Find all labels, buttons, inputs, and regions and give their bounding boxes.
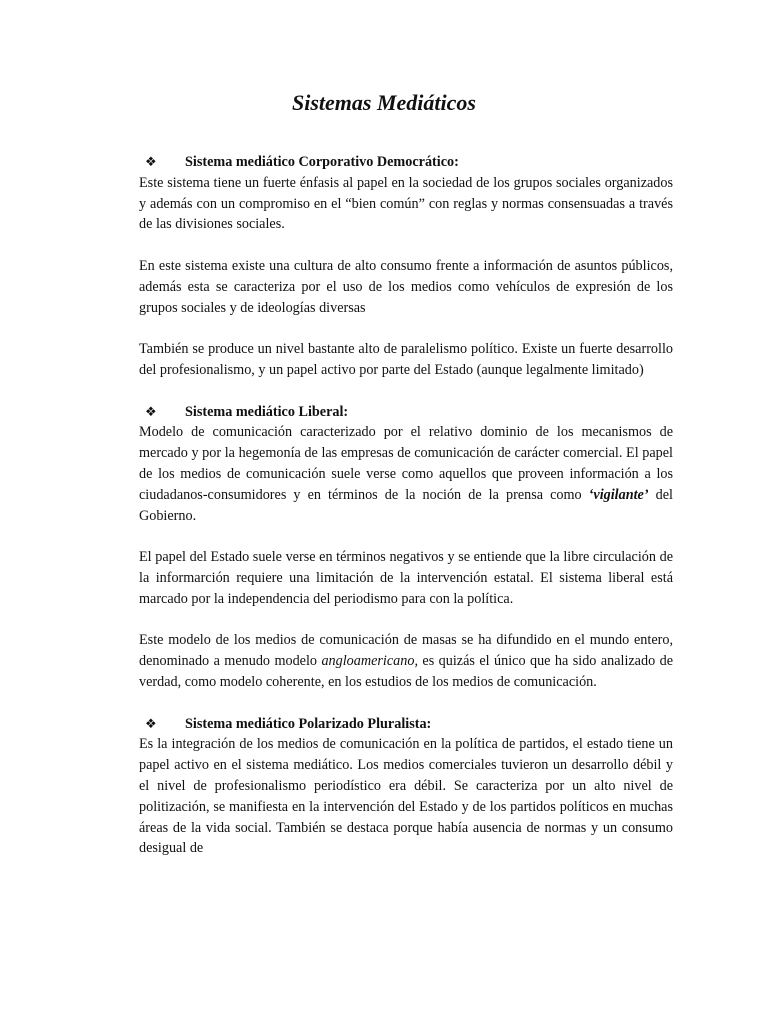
section-heading-text: Sistema mediático Liberal: <box>185 403 349 420</box>
paragraph-text: , es quizás el único que ha sido analizado de verdad, como modelo coherente, en los estudios de los medios de comunicación. <box>139 653 673 690</box>
emphasis-text: ‘vigilante’ <box>588 486 649 503</box>
paragraph-text: Modelo de comunicación caracterizado por el relativo dominio de los mecanismos de mercado y por la hegemonía de las empresas de comunicación de carácter comercial. El papel de los medios de comunicación suele verse como aquellos que proveen información a los ciudadanos-consumidores y en términos de la noción de la prensa como <box>139 424 673 503</box>
paragraph <box>139 630 673 692</box>
paragraph: Este sistema tiene un fuerte énfasis al papel en la sociedad de los grupos sociales organizados y además con un compromiso en el “bien común” con reglas y normas consensuadas a través de las divisiones sociales. <box>139 174 673 233</box>
paragraph-text: Este modelo de los medios de comunicación de masas se ha difundido en el mundo entero, denominado a menudo modelo <box>139 632 673 670</box>
paragraph-text: del Gobierno. <box>139 486 673 524</box>
paragraph: El papel del Estado suele verse en términos negativos y se entiende que la libre circulación de la informarción requiere una limitación de la intervención estatal. El sistema liberal está marcado por la independencia del periodismo para con la política. <box>139 549 673 607</box>
document-body <box>139 152 673 859</box>
emphasis-text: angloamericano <box>321 653 415 670</box>
paragraph <box>139 422 673 526</box>
paragraph: También se produce un nivel bastante alto de paralelismo político. Existe un fuerte desarrollo del profesionalismo, y un papel activo por parte del Estado (aunque legalmente limitado) <box>139 341 673 378</box>
section-heading-text: Sistema mediático Polarizado Pluralista: <box>185 715 432 732</box>
section-heading-corporativo <box>139 152 673 173</box>
section-heading-text: Sistema mediático Corporativo Democrático: <box>185 154 459 170</box>
section-heading-liberal <box>139 402 673 423</box>
section-heading-polarizado <box>139 714 673 735</box>
document-title: Sistemas Mediáticos <box>292 90 476 115</box>
diamond-bullet-icon: ❖ <box>145 403 157 419</box>
paragraph: Es la integración de los medios de comunicación en la política de partidos, el estado tiene un papel activo en el sistema mediático. Los medios comerciales tuvieron un desarrollo débil y el nivel de profesionalismo periodístico era débil. Se caracteriza por un alto nivel de politización, se manifiesta en la intervención del Estado y de los partidos políticos en muchas áreas de la vida social. También se destaca porque había ausencia de normas y un consumo desigual de <box>139 736 673 857</box>
paragraph: En este sistema existe una cultura de alto consumo frente a información de asuntos públicos, además esta se caracteriza por el uso de los medios como vehículos de expresión de los grupos sociales y de ideologías diversas <box>139 257 673 316</box>
diamond-bullet-icon: ❖ <box>145 154 157 169</box>
diamond-bullet-icon: ❖ <box>145 715 157 731</box>
